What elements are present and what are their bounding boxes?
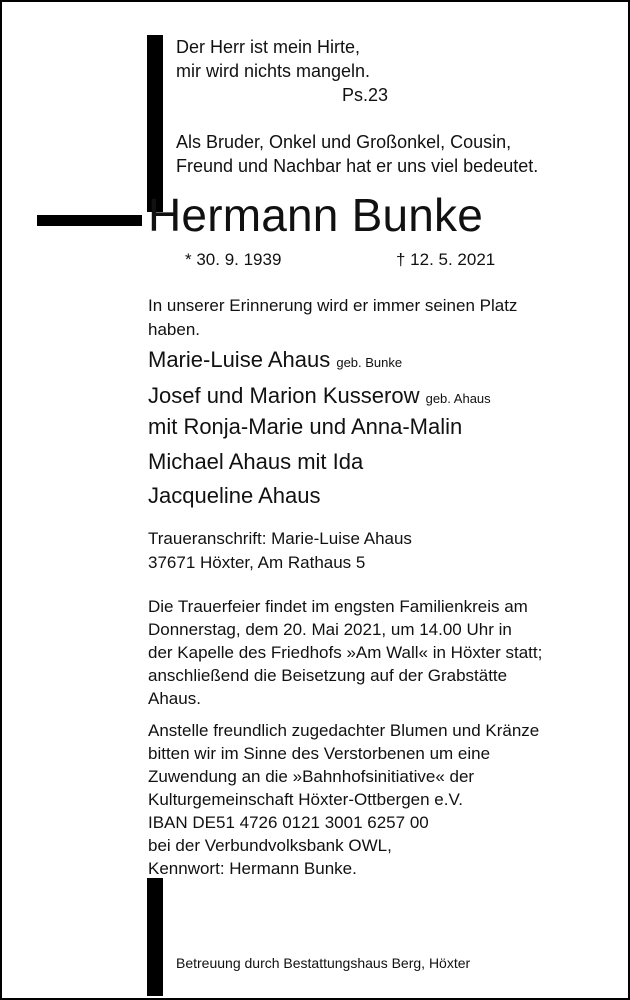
ceremony-line-4: anschließend die Beisetzung auf der Grabstätte [148,666,508,685]
donation-line-2: bitten wir im Sinne des Verstorbenen um eine [148,744,491,763]
psalm-line-1: Der Herr ist mein Hirte, [176,37,361,57]
ceremony-line-1: Die Trauerfeier findet im engsten Familienkreis am [148,597,528,616]
donation-line-7: Kennwort: Hermann Bunke. [148,859,357,878]
address-line-2: 37671 Höxter, Am Rathaus 5 [148,553,366,572]
tribute-line-1: Als Bruder, Onkel und Großonkel, Cousin, [176,132,512,152]
donation-line-5: IBAN DE51 4726 0121 3001 6257 00 [148,813,429,832]
mourner-name: Marie-Luise Ahaus [148,347,331,372]
ceremony-line-5: Ahaus. [148,689,201,708]
death-date: † 12. 5. 2021 [396,250,496,269]
maiden-name-note: geb. Bunke [336,355,403,370]
deceased-name: Hermann Bunke [148,189,483,241]
donation-line-1: Anstelle freundlich zugedachter Blumen und Kränze [148,721,540,740]
psalm-reference: Ps.23 [342,85,389,105]
maiden-name-note: geb. Ahaus [425,391,491,406]
top-vertical-bar [147,35,163,212]
mourner-5: Jacqueline Ahaus [148,483,321,508]
memory-line-1: In unserer Erinnerung wird er immer seinen Platz [148,296,518,315]
mourner-4: Michael Ahaus mit Ida [148,449,364,474]
bottom-vertical-bar [147,878,163,996]
psalm-line-2: mir wird nichts mangeln. [176,61,371,81]
donation-line-3: Zuwendung an die »Bahnhofsinitiative« der [148,767,475,786]
tribute-line-2: Freund und Nachbar hat er uns viel bedeutet. [176,156,539,176]
mourner-name: Josef und Marion Kusserow [148,383,420,408]
horizontal-bar [37,215,142,226]
memory-line-2: haben. [148,320,200,339]
birth-date: * 30. 9. 1939 [185,250,282,269]
mourner-3: mit Ronja-Marie und Anna-Malin [148,414,463,439]
ceremony-line-3: der Kapelle des Friedhofs »Am Wall« in Höxter statt; [148,643,543,662]
address-line-1: Traueranschrift: Marie-Luise Ahaus [148,529,412,548]
ceremony-line-2: Donnerstag, dem 20. Mai 2021, um 14.00 Uhr in [148,620,512,639]
donation-line-6: bei der Verbundvolksbank OWL, [148,836,392,855]
mourner-1 [148,343,402,380]
donation-line-4: Kulturgemeinschaft Höxter-Ottbergen e.V. [148,790,463,809]
funeral-home-credit: Betreuung durch Bestattungshaus Berg, Höxter [176,955,471,971]
